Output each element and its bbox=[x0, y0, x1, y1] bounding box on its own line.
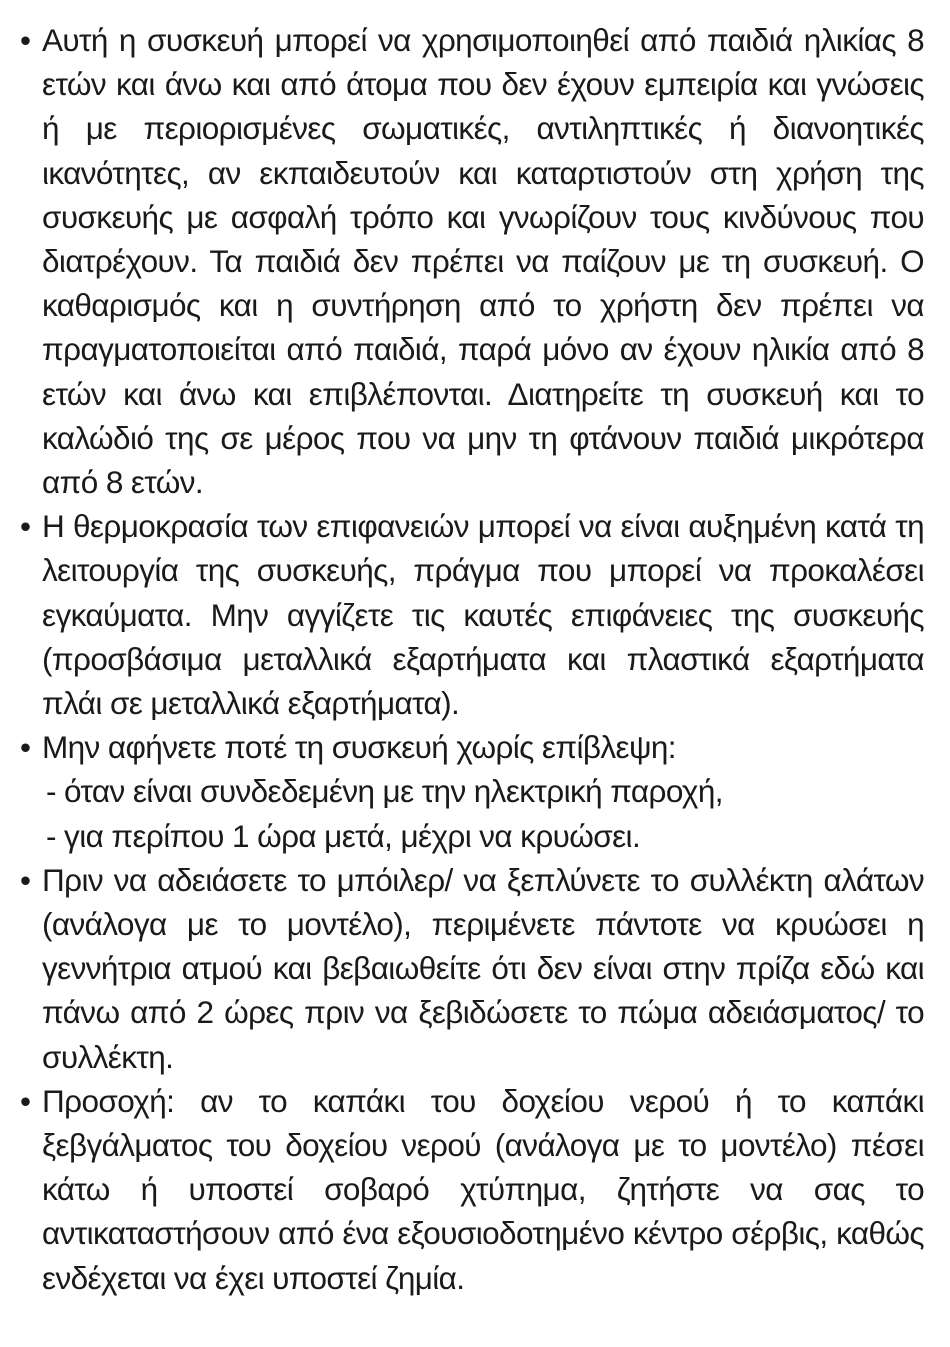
bullet-text: Πριν να αδειάσετε το μπόιλερ/ να ξεπλύνετε το συλλέκτη αλάτων (ανάλογα με το μοντέλο), περιμένετε πάντοτε να κρυώσει η γεννήτρια ατμού και βεβαιωθείτε ότι δεν είναι στην πρίζα εδώ και πάνω από 2 ώρες πριν να ξεβιδώσετε το πώμα αδειάσματος/ το συλλέκτη. bbox=[42, 861, 924, 1075]
bullet-item-water-tank-cap bbox=[20, 1079, 924, 1300]
bullet-text: Αυτή η συσκευή μπορεί να χρησιμοποιηθεί από παιδιά ηλικίας 8 ετών και άνω και από άτομα που δεν έχουν εμπειρία και γνώσεις ή με περιορισμένες σωματικές, αντιληπτικές ή διανοητικές ικανότητες, αν εκπαιδευτούν και καταρτιστούν στη χρήση της συσκευής με ασφαλή τρόπο και γνωρίζουν τους κινδύνους που διατρέχουν. Τα παιδιά δεν πρέπει να παίζουν με τη συσκευή. Ο καθαρισμός και η συντήρηση από το χρήστη δεν πρέπει να πραγματοποιείται από παιδιά, παρά μόνο αν έχουν ηλικία από 8 ετών και άνω και επιβλέπονται. Διατηρείτε τη συσκευή και το καλώδιό της σε μέρος που να μην τη φτάνουν παιδιά μικρότερα από 8 ετών. bbox=[42, 22, 924, 501]
bullet-item-hot-surfaces bbox=[20, 504, 924, 725]
bullet-text: Προσοχή: αν το καπάκι του δοχείου νερού ή το καπάκι ξεβγάλματος του δοχείου νερού (ανάλογα με το μοντέλο) πέσει κάτω ή υποστεί σοβαρό χτύπημα, ζητήστε να σας το αντικαταστήσουν από ένα εξουσιοδοτημένο κέντρο σέρβις, καθώς ενδέχεται να έχει υποστεί ζημία. bbox=[42, 1082, 924, 1296]
bullet-item-supervision bbox=[20, 725, 924, 858]
bullet-item-boiler-emptying bbox=[20, 858, 924, 1079]
bullet-dot-icon: • bbox=[20, 508, 31, 545]
bullet-text: Η θερμοκρασία των επιφανειών μπορεί να είναι αυξημένη κατά τη λειτουργία της συσκευής, πράγμα που μπορεί να προκαλέσει εγκαύματα. Μην αγγίζετε τις καυτές επιφάνειες της συσκευής (προσβάσιμα μεταλλικά εξαρτήματα και πλαστικά εξαρτήματα πλάι σε μεταλλικά εξαρτήματα). bbox=[42, 508, 924, 722]
bullet-dot-icon: • bbox=[20, 22, 31, 58]
bullet-text: Μην αφήνετε ποτέ τη συσκευή χωρίς επίβλεψη: bbox=[42, 729, 676, 766]
bullet-dot-icon: • bbox=[20, 729, 31, 766]
bullet-dot-icon: • bbox=[20, 861, 31, 898]
sub-line-connected: - όταν είναι συνδεδεμένη με την ηλεκτρική παροχή, bbox=[46, 773, 723, 810]
sub-line-cooling: - για περίπου 1 ώρα μετά, μέχρι να κρυώσει. bbox=[46, 817, 641, 854]
safety-bullet-list bbox=[20, 18, 924, 1300]
bullet-item-children-use bbox=[20, 18, 924, 504]
bullet-dot-icon: • bbox=[20, 1082, 31, 1119]
